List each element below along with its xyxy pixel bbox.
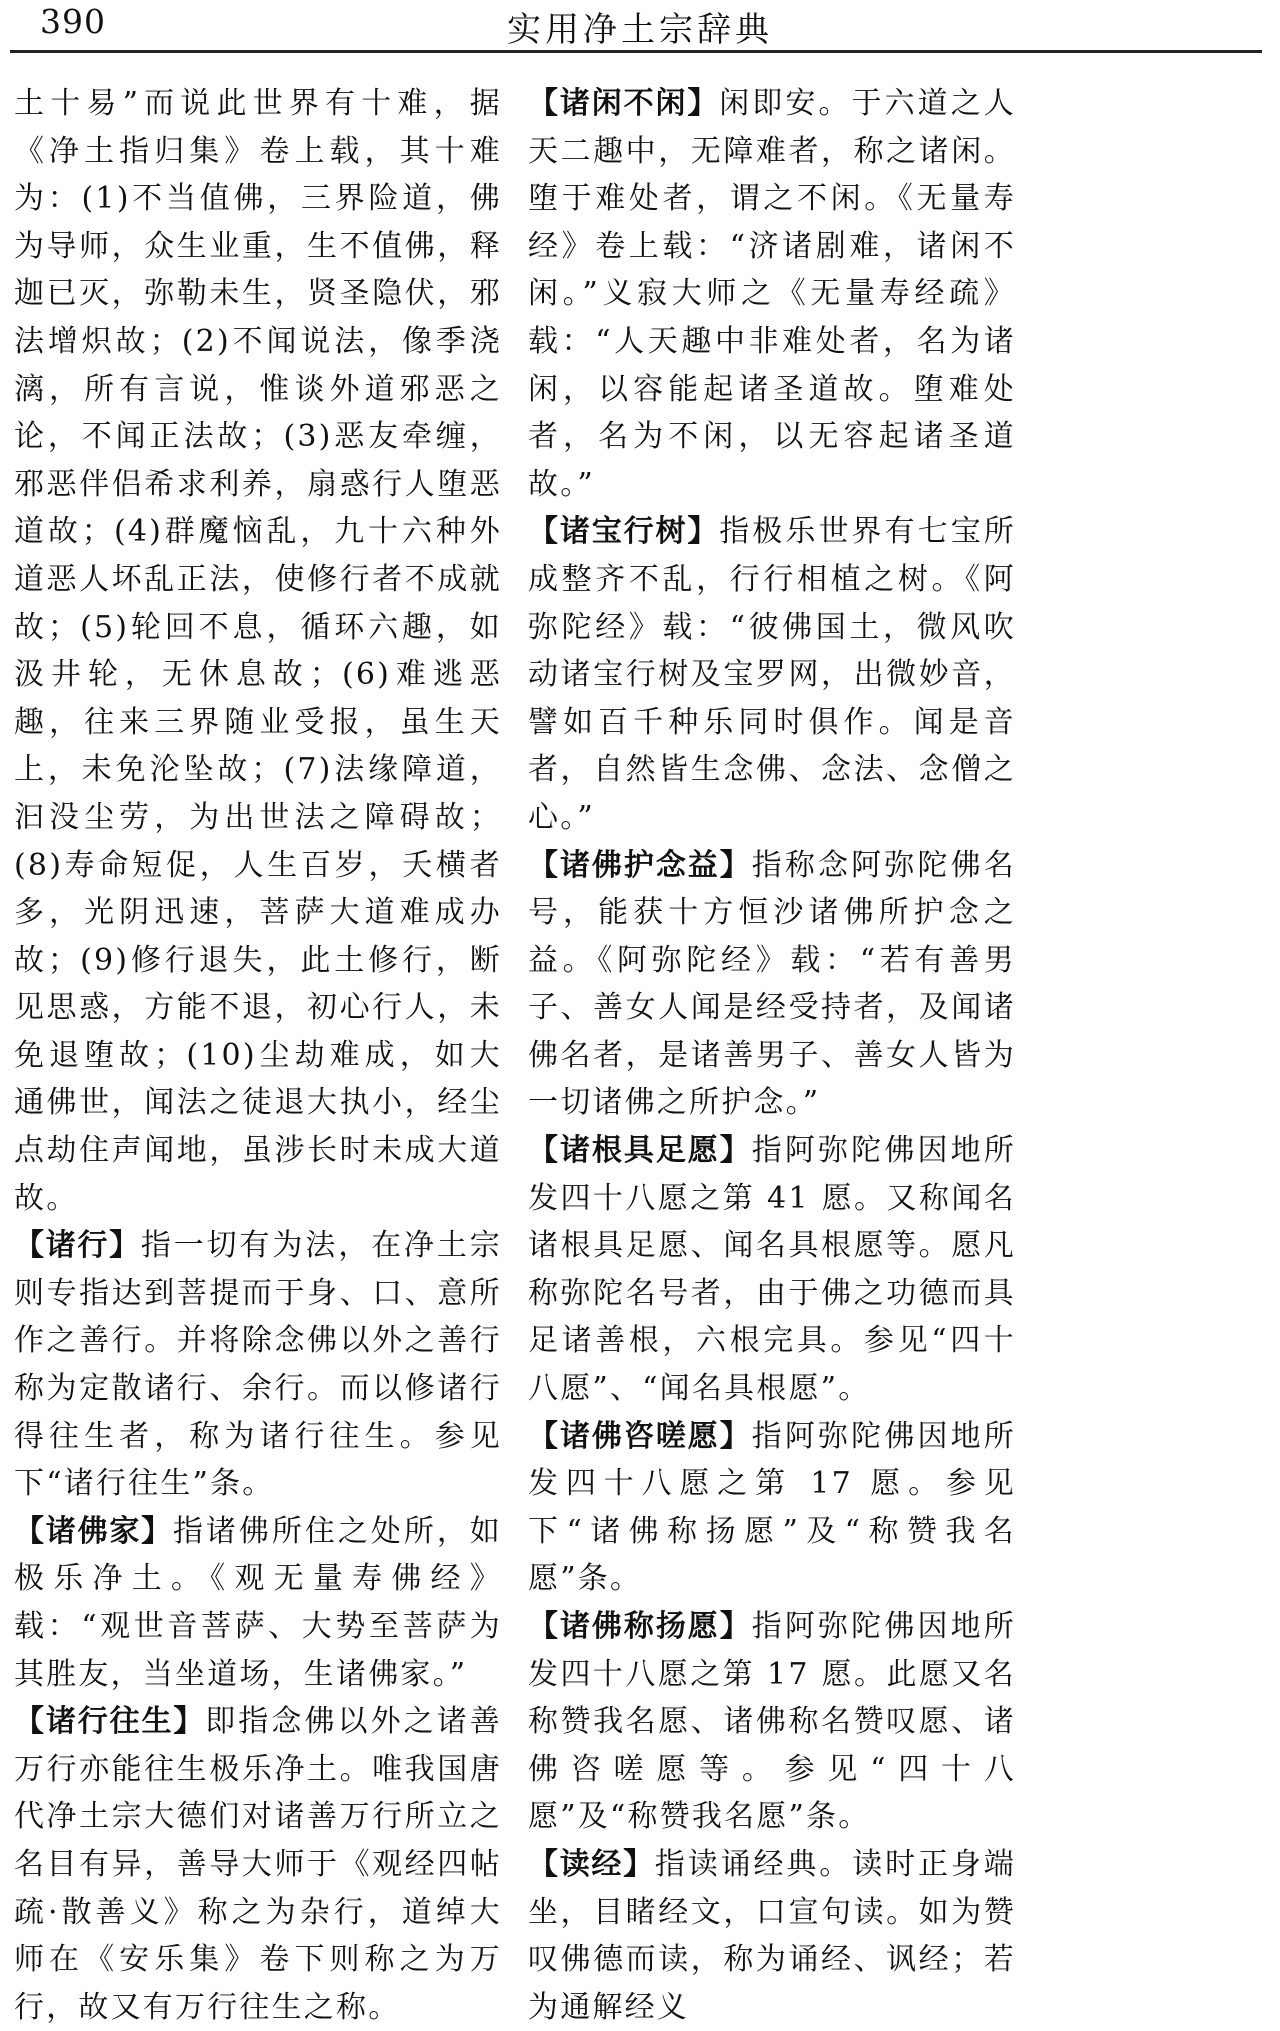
entry-term: 【诸根具足愿】 — [528, 1133, 752, 1169]
entry-definition: 指称念阿弥陀佛名号，能获十方恒沙诸佛所护念之益。《阿弥陀经》载：“若有善男子、善女人闻是经受持者，及闻诸佛名者，是诸善男子、善女人皆为一切诸佛之所护念。” — [528, 847, 1016, 1121]
entry-definition: 指阿弥陀佛因地所发四十八愿之第 17 愿。此愿又名称赞我名愿、诸佛称名赞叹愿、诸佛咨嗟愿等。参见“四十八愿”及“称赞我名愿”条。 — [528, 1609, 1016, 1835]
dictionary-entry — [528, 1127, 1016, 1413]
entry-definition: 指阿弥陀佛因地所发四十八愿之第 17 愿。参见下“诸佛称扬愿”及“称赞我名愿”条。 — [528, 1418, 1016, 1597]
entry-term: 【诸佛护念益】 — [528, 847, 752, 883]
dictionary-entry — [528, 508, 1016, 841]
entry-definition: 指诸佛所住之处所，如极乐净土。《观无量寿佛经》载：“观世音菩萨、大势至菩萨为其胜友，当坐道场，生诸佛家。” — [14, 1513, 503, 1692]
dictionary-entry — [14, 1508, 502, 1698]
dictionary-entry — [14, 1222, 502, 1508]
entry-term: 【诸佛咨嗟愿】 — [528, 1418, 752, 1454]
entry-term: 【诸闲不闲】 — [528, 86, 720, 121]
page-header — [0, 0, 1280, 58]
entry-definition: 即指念佛以外之诸善万行亦能往生极乐净土。唯我国唐代净土宗大德们对诸善万行所立之名目有异，善导大师于《观经四帖疏·散善义》称之为杂行，道绰大师在《安乐集》卷下则称之为万行，故又有万行往生之称。 — [14, 1704, 502, 2025]
book-title: 实用净土宗辞典 — [507, 10, 773, 50]
dictionary-entry — [528, 80, 1016, 508]
right-column — [528, 80, 1016, 2031]
dictionary-entry — [528, 1413, 1016, 1603]
entry-term: 【诸行往生】 — [14, 1704, 206, 1740]
entry-term: 【诸行】 — [14, 1228, 141, 1264]
dictionary-entry — [528, 842, 1016, 1128]
entry-definition: 指阿弥陀佛因地所发四十八愿之第 41 愿。又称闻名诸根具足愿、闻名具根愿等。愿凡称弥陀名号者，由于佛之功德而具足诸善根，六根完具。参见“四十八愿”、“闻名具根愿”。 — [528, 1133, 1016, 1407]
dictionary-entry — [528, 1841, 1016, 2031]
entry-term: 【读经】 — [528, 1846, 655, 1882]
page-number: 390 — [40, 2, 106, 41]
left-column — [14, 80, 502, 2031]
continued-entry-text: 土十易”而说此世界有十难，据《净土指归集》卷上载，其十难为：(1)不当值佛，三界险道，佛为导师，众生业重，生不值佛，释迦已灭，弥勒未生，贤圣隐伏，邪法增炽故；(2)不闻说法，像季浇漓，所有言说，惟谈外道邪恶之论，不闻正法故；(3)恶友牵缠，邪恶伴侣希求利养，扇惑行人堕恶道故；(4)群魔恼乱，九十六种外道恶人坏乱正法，使修行者不成就故；(5)轮回不息，循环六趣，如汲井轮，无休息故；(6)难逃恶趣，往来三界随业受报，虽生天上，未免沦坠故；(7)法缘障道，汩没尘劳，为出世法之障碍故；(8)寿命短促，人生百岁，夭横者多，光阴迅速，菩萨大道难成办故；(9)修行退失，此土修行，断见思惑，方能不退，初心行人，未免退堕故；(10)尘劫难成，如大通佛世，闻法之徒退大执小，经尘点劫住声闻地，虽涉长时未成大道故。 — [14, 86, 502, 1216]
header-rule — [10, 50, 1262, 53]
entry-term: 【诸佛称扬愿】 — [528, 1609, 752, 1644]
entry-definition: 闲即安。于六道之人天二趣中，无障难者，称之诸闲。堕于难处者，谓之不闲。《无量寿经》卷上载：“济诸剧难，诸闲不闲。”义寂大师之《无量寿经疏》载：“人天趣中非难处者，名为诸闲，以容能起诸圣道故。堕难处者，名为不闲，以无容起诸圣道故。” — [528, 86, 1016, 502]
entry-definition: 指读诵经典。读时正身端坐，目睹经文，口宣句读。如为赞叹佛德而读，称为诵经、讽经；若为通解经义 — [528, 1846, 1017, 2025]
entry-term: 【诸佛家】 — [14, 1513, 173, 1549]
entry-definition: 指一切有为法，在净土宗则专指达到菩提而于身、口、意所作之善行。并将除念佛以外之善行称为定散诸行、余行。而以修诸行得往生者，称为诸行往生。参见下“诸行往生”条。 — [14, 1228, 503, 1502]
entry-term: 【诸宝行树】 — [528, 514, 720, 550]
entry-definition: 指极乐世界有七宝所成整齐不乱，行行相植之树。《阿弥陀经》载：“彼佛国土，微风吹动诸宝行树及宝罗网，出微妙音，譬如百千种乐同时俱作。闻是音者，自然皆生念佛、念法、念僧之心。” — [528, 514, 1016, 835]
dictionary-entry — [528, 1603, 1016, 1841]
dictionary-entry — [14, 1698, 502, 2031]
